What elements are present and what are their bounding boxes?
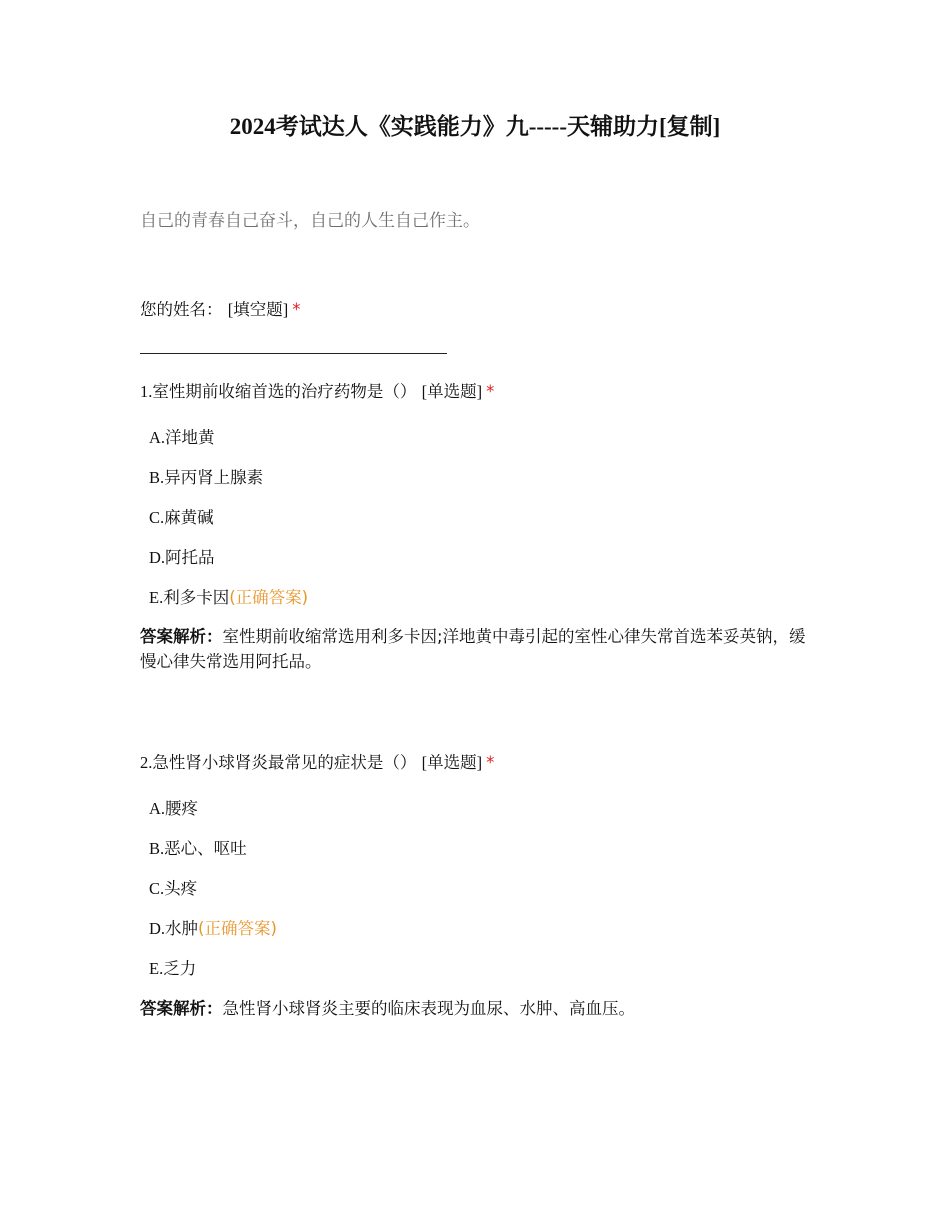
option-text: 麻黄碱: [164, 508, 214, 527]
option-letter: D.: [149, 548, 166, 567]
question-1-title: [140, 380, 494, 404]
option-letter: E.: [149, 959, 164, 978]
question-number: 1.: [140, 382, 153, 401]
question-number: 2.: [140, 753, 153, 772]
option-text: 乏力: [163, 959, 197, 978]
option-letter: A.: [149, 799, 166, 818]
question-2-title: [140, 751, 494, 775]
option-letter: C.: [149, 508, 165, 527]
analysis-label: 答案解析：: [140, 627, 223, 646]
option-letter: B.: [149, 839, 165, 858]
analysis-label: 答案解析：: [140, 999, 223, 1018]
question-text: 急性肾小球肾炎最常见的症状是（）: [152, 753, 417, 772]
option-text: 异丙肾上腺素: [164, 468, 264, 487]
option-text: 洋地黄: [165, 428, 215, 447]
correct-answer-mark: (正确答案): [229, 588, 309, 607]
option-letter: C.: [149, 879, 165, 898]
option-e[interactable]: [149, 957, 196, 981]
option-d[interactable]: [149, 917, 277, 941]
option-text: 阿托品: [165, 548, 215, 567]
option-letter: B.: [149, 468, 165, 487]
option-text: 腰疼: [165, 799, 199, 818]
option-text: 恶心、呕吐: [164, 839, 247, 858]
analysis-text: 急性肾小球肾炎主要的临床表现为血尿、水肿、高血压。: [222, 999, 635, 1018]
option-text: 利多卡因: [163, 588, 230, 607]
option-b[interactable]: [149, 837, 247, 861]
option-c[interactable]: [149, 877, 197, 901]
subtitle: 自己的青春自己奋斗，自己的人生自己作主。: [140, 211, 480, 231]
page-title: 2024考试达人《实践能力》九-----天辅助力[复制]: [229, 114, 721, 139]
required-mark: *: [486, 382, 495, 401]
option-letter: A.: [149, 428, 166, 447]
name-question: [140, 298, 301, 322]
option-a[interactable]: [149, 426, 215, 450]
answer-analysis: [140, 624, 820, 674]
answer-analysis: [140, 996, 820, 1021]
option-text: 水肿: [165, 919, 199, 938]
option-d[interactable]: [149, 546, 215, 570]
option-text: 头疼: [164, 879, 198, 898]
question-text: 室性期前收缩首选的治疗药物是（）: [152, 382, 417, 401]
name-input[interactable]: [140, 353, 447, 354]
option-c[interactable]: [149, 506, 214, 530]
option-b[interactable]: [149, 466, 263, 490]
option-letter: E.: [149, 588, 164, 607]
required-mark: *: [486, 753, 495, 772]
option-a[interactable]: [149, 797, 198, 821]
name-question-label: 您的姓名：: [140, 300, 223, 319]
analysis-text: 室性期前收缩常选用利多卡因;洋地黄中毒引起的室性心律失常首选苯妥英钠，缓慢心律失常选用阿托品。: [140, 627, 806, 671]
question-type: [单选题]: [421, 382, 483, 401]
question-type: [单选题]: [421, 753, 483, 772]
correct-answer-mark: (正确答案): [198, 919, 277, 938]
required-mark: *: [292, 300, 301, 319]
option-e[interactable]: [149, 586, 308, 610]
option-letter: D.: [149, 919, 166, 938]
question-type: [填空题]: [227, 300, 289, 319]
